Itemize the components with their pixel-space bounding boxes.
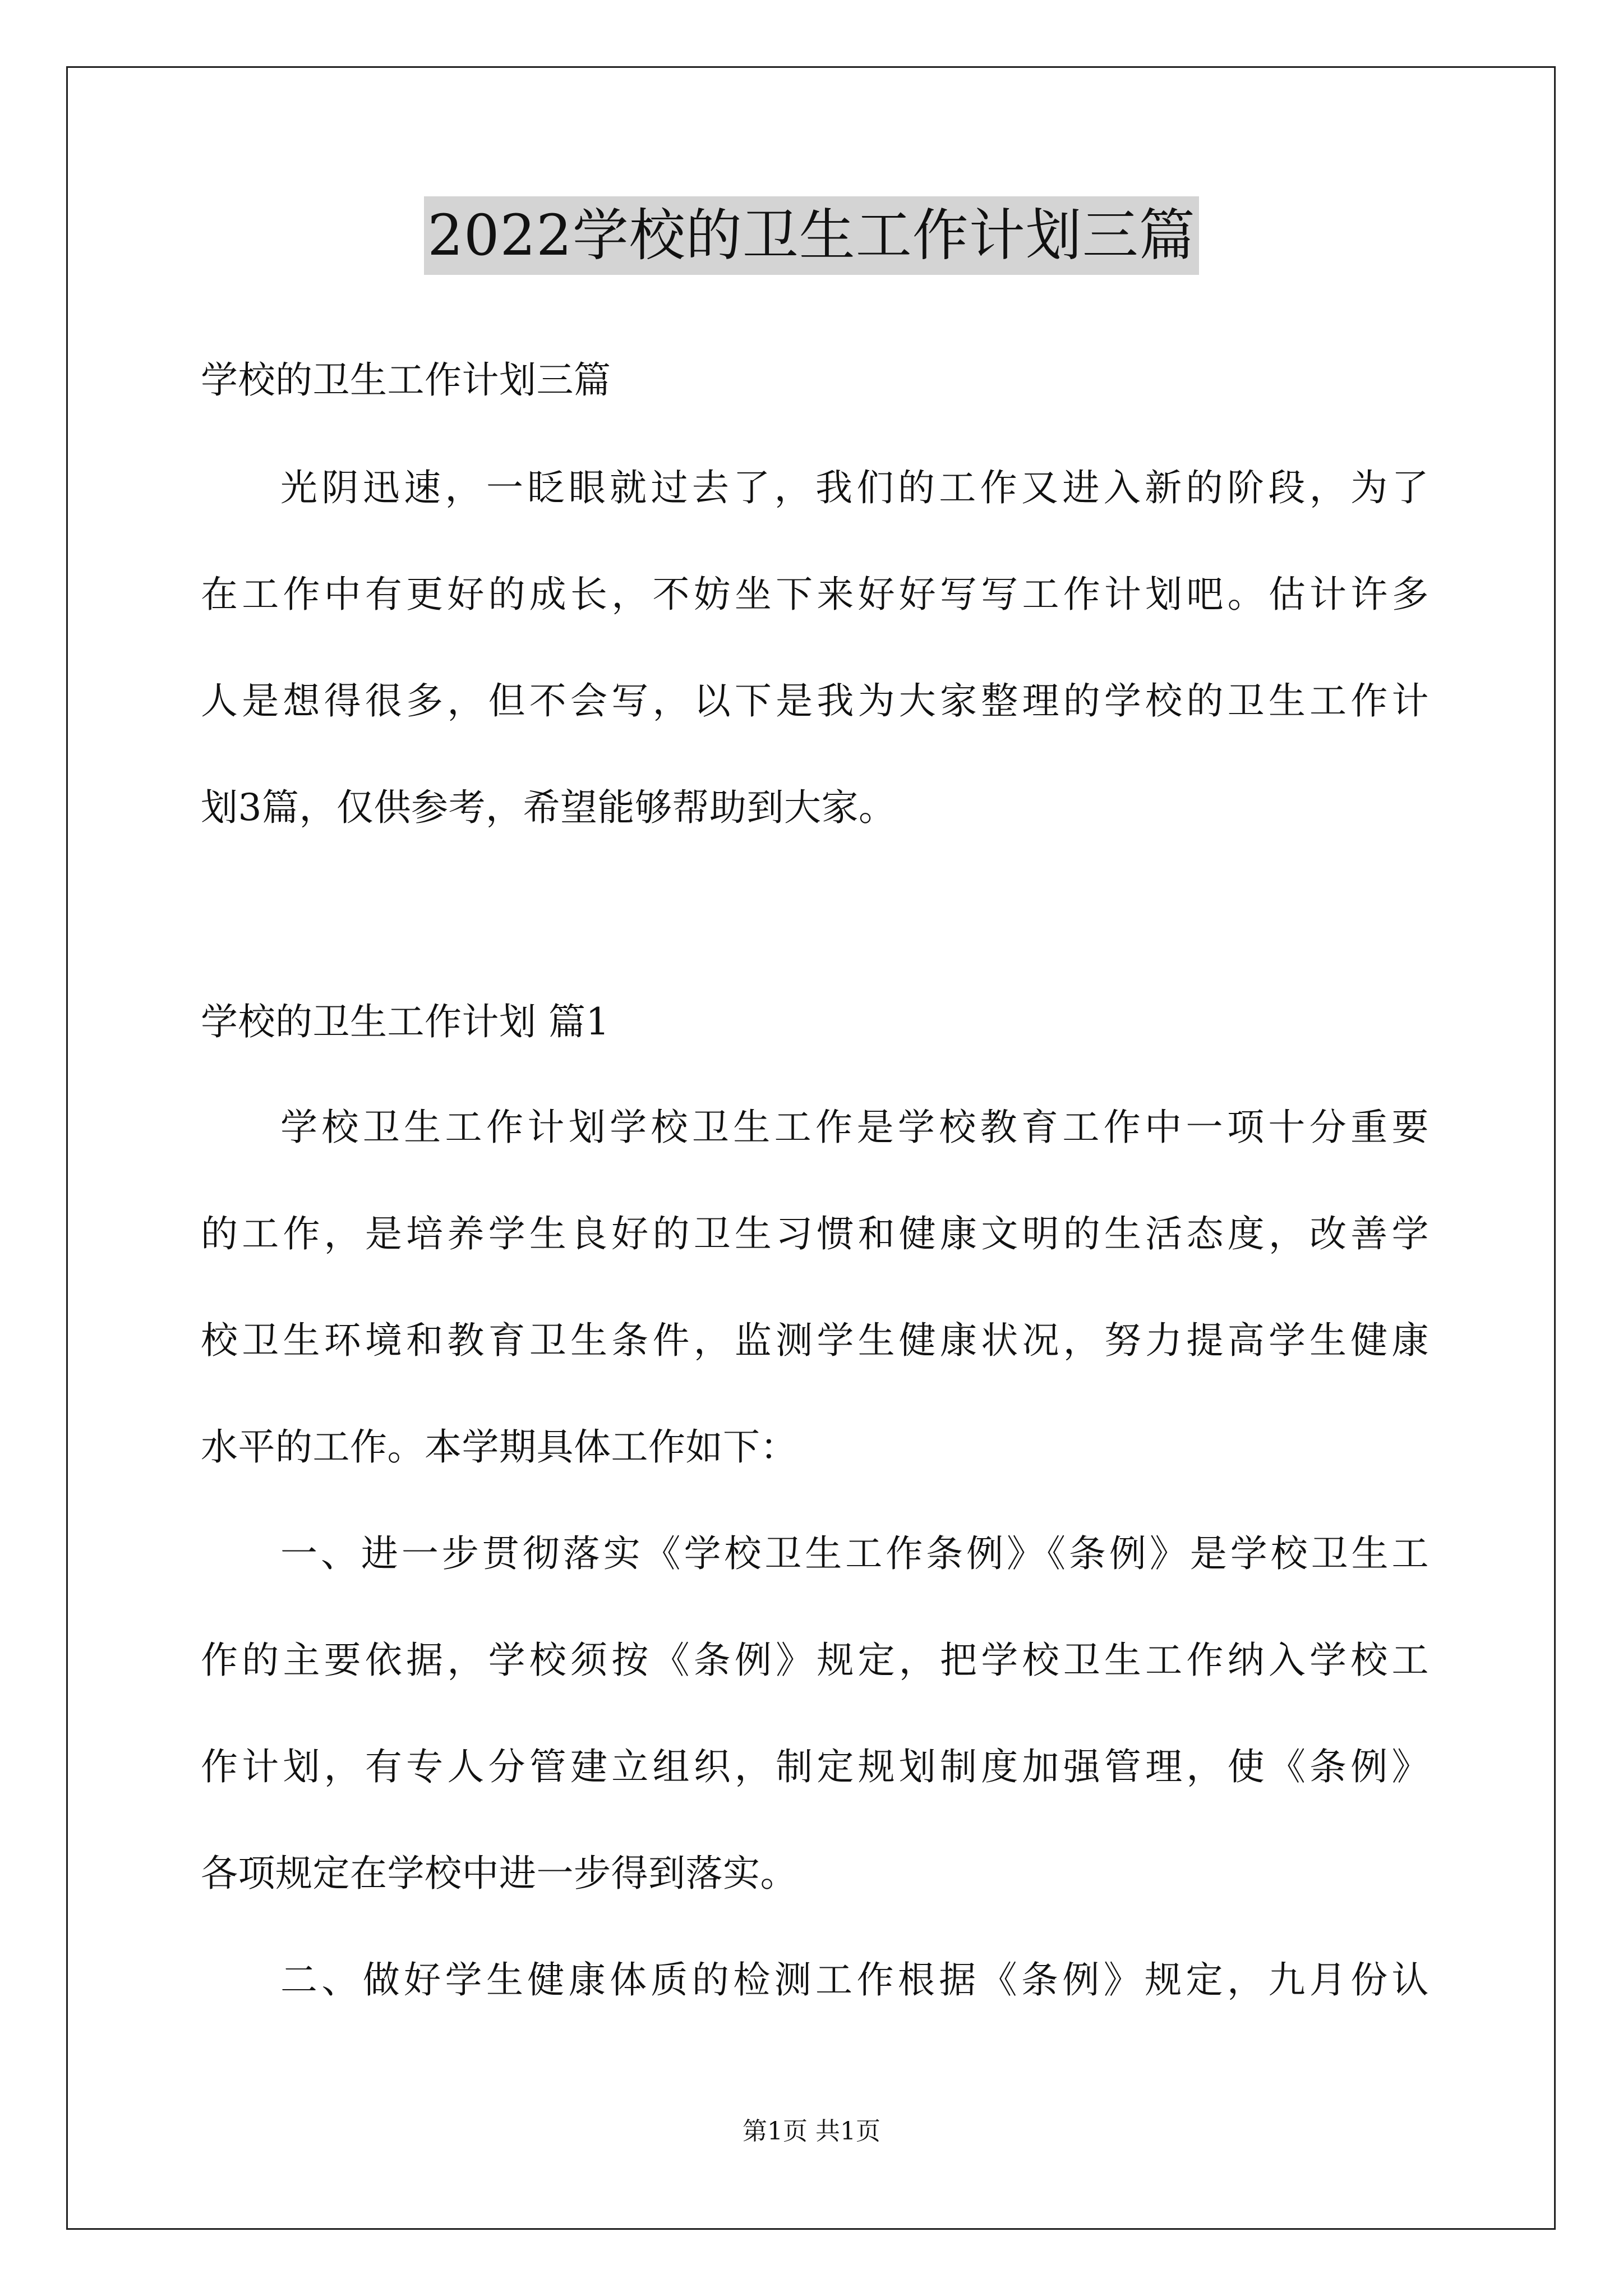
intro-line-2: 在工作中有更好的成长，不妨坐下来好好写写工作计划吧。估计许多 [201,573,1429,616]
para1-line-1: 学校卫生工作计划学校卫生工作是学校教育工作中一项十分重要 [280,1106,1429,1149]
para2-line-1: 一、进一步贯彻落实《学校卫生工作条例》《条例》是学校卫生工 [280,1532,1429,1575]
intro-line-4: 划3篇，仅供参考，希望能够帮助到大家。 [201,786,896,829]
title-wrap [0,196,1623,275]
intro-line-1: 光阴迅速，一眨眼就过去了，我们的工作又进入新的阶段，为了 [280,466,1429,509]
para1-line-2: 的工作，是培养学生良好的卫生习惯和健康文明的生活态度，改善学 [201,1212,1429,1255]
para2-line-2: 作的主要依据，学校须按《条例》规定，把学校卫生工作纳入学校工 [201,1639,1429,1682]
document-title: 2022学校的卫生工作计划三篇 [424,196,1199,275]
para2-line-3: 作计划，有专人分管建立组织，制定规划制度加强管理，使《条例》 [201,1745,1429,1788]
subtitle: 学校的卫生工作计划三篇 [201,358,611,402]
intro-line-3: 人是想得很多，但不会写，以下是我为大家整理的学校的卫生工作计 [201,679,1429,723]
para1-line-4: 水平的工作。本学期具体工作如下： [201,1425,797,1469]
section-heading: 学校的卫生工作计划 篇1 [201,1000,610,1043]
page-footer: 第1页 共1页 [743,2117,880,2146]
para2-line-4: 各项规定在学校中进一步得到落实。 [201,1852,797,1895]
para1-line-3: 校卫生环境和教育卫生条件，监测学生健康状况，努力提高学生健康 [201,1319,1429,1362]
para3-line-1: 二、做好学生健康体质的检测工作根据《条例》规定，九月份认 [280,1958,1429,2001]
